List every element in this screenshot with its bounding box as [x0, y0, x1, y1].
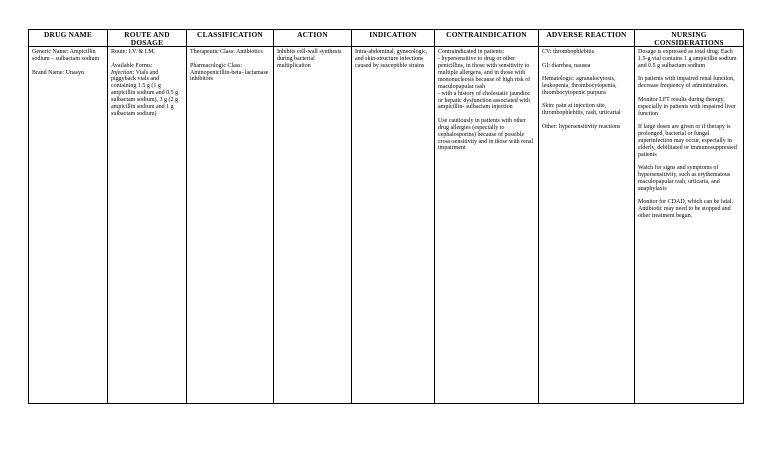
drug-study-table — [28, 29, 744, 404]
pharmacologic-class: Pharmacologic Class: Aminopenicillin-beta- lactamase inhibitors — [190, 62, 269, 83]
header-row — [29, 30, 744, 47]
available-forms-label: Available Forms: — [111, 62, 153, 69]
action-text: Inhibits cell-wall synthesis during bacterial multiplication — [277, 49, 342, 69]
header-adverse-reaction: ADVERSE REACTION — [539, 30, 635, 47]
forms-detail: Vials and piggyback vials and containing 1.5 g (1 g ampicillin sodium and 0.5 g sulbactam sodium), 3 g (2 g ampicillin sodium and 1 g sulbactam sodium) — [111, 69, 179, 117]
brand-name: Brand Name: Unasyn — [32, 69, 84, 76]
injection-label: Injection: — [111, 69, 135, 76]
nursing-item: In patients with impaired renal function, decrease frequency of administration. — [638, 76, 735, 90]
contraindication-line: - with a history of cholestatic jaundice or hepatic dysfunction associated with ampicillin- sulbactam injection — [438, 90, 530, 111]
available-forms-text — [111, 70, 183, 118]
nursing-item: Monitor for CDAD, which can be fatal. Antibiotic may need to be stopped and other treatment begun. — [638, 199, 733, 219]
header-action: ACTION — [274, 30, 352, 47]
header-nursing-considerations: NURSING CONSIDERATIONS — [635, 30, 744, 47]
header-route-dosage: ROUTE AND DOSAGE — [108, 30, 187, 47]
adverse-item: Hematologic: agranulocytosis, leukopenia, thrombocytopenia, thrombocytopenic purpura — [542, 76, 617, 96]
generic-name: Generic Name: Ampicillin sodium – sulbactam sodium — [32, 49, 100, 63]
nursing-considerations-cell — [635, 47, 744, 404]
indication-cell — [352, 47, 435, 404]
adverse-item: GI: diarrhea, nausea — [542, 62, 591, 69]
adverse-item: Other: hypersensitivity reactions — [542, 123, 621, 130]
header-drug-name: DRUG NAME — [29, 30, 108, 47]
drug-name-cell — [29, 47, 108, 404]
nursing-item: Dosage is expressed as total drug. Each 1.5-g vial contains 1 g ampicillin sodium and 0.5 g sulbactam sodium — [638, 49, 737, 69]
table-row — [29, 47, 744, 404]
classification-cell — [187, 47, 274, 404]
action-cell — [274, 47, 352, 404]
header-contraindication: CONTRAINDICATION — [435, 30, 539, 47]
contraindication-line: - hypersensitive to drug or other penicillins, in those with sensitivity to multiple allergens, and in those with mononucleosis because of high risk of maculopapular rash — [438, 56, 531, 90]
therapeutic-class: Therapeutic Class: Antibiotics — [190, 49, 263, 56]
indication-text: Intra-abdominal, gynecologic, and skin-structure infections caused by susceptible strains — [355, 49, 428, 69]
adverse-reaction-cell — [539, 47, 635, 404]
nursing-item: If large doses are given or if therapy is prolonged, bacterial or fungal superinfection may occur, especially in elderly, debilitated or immunosuppressed patients — [638, 123, 737, 158]
nursing-item: Monitor LFT results during therapy, especially in patients with impaired liver function — [638, 96, 736, 117]
contraindication-list — [438, 49, 535, 111]
route-text: Route: I.V. & I.M. — [111, 49, 156, 56]
contraindication-cell — [435, 47, 539, 404]
caution-text: Use cautiously in patients with other drug allergies (especially to cephalosporins) because of possible cross-sensitivity and in those with renal impairment — [438, 117, 534, 152]
contraindication-line: Contraindicated in patients: — [438, 49, 505, 56]
adverse-item: Skin: pain at injection site, thrombophlebitis, rash, urticarial — [542, 103, 621, 117]
header-classification: CLASSIFICATION — [187, 30, 274, 47]
route-dosage-cell — [108, 47, 187, 404]
header-indication: INDICATION — [352, 30, 435, 47]
adverse-item: CV: thrombophlebitis — [542, 49, 595, 56]
nursing-item: Watch for signs and symptoms of hypersensitivity, such as erythematous maculopapular rash, urticaria, and anaphylaxis — [638, 164, 731, 192]
